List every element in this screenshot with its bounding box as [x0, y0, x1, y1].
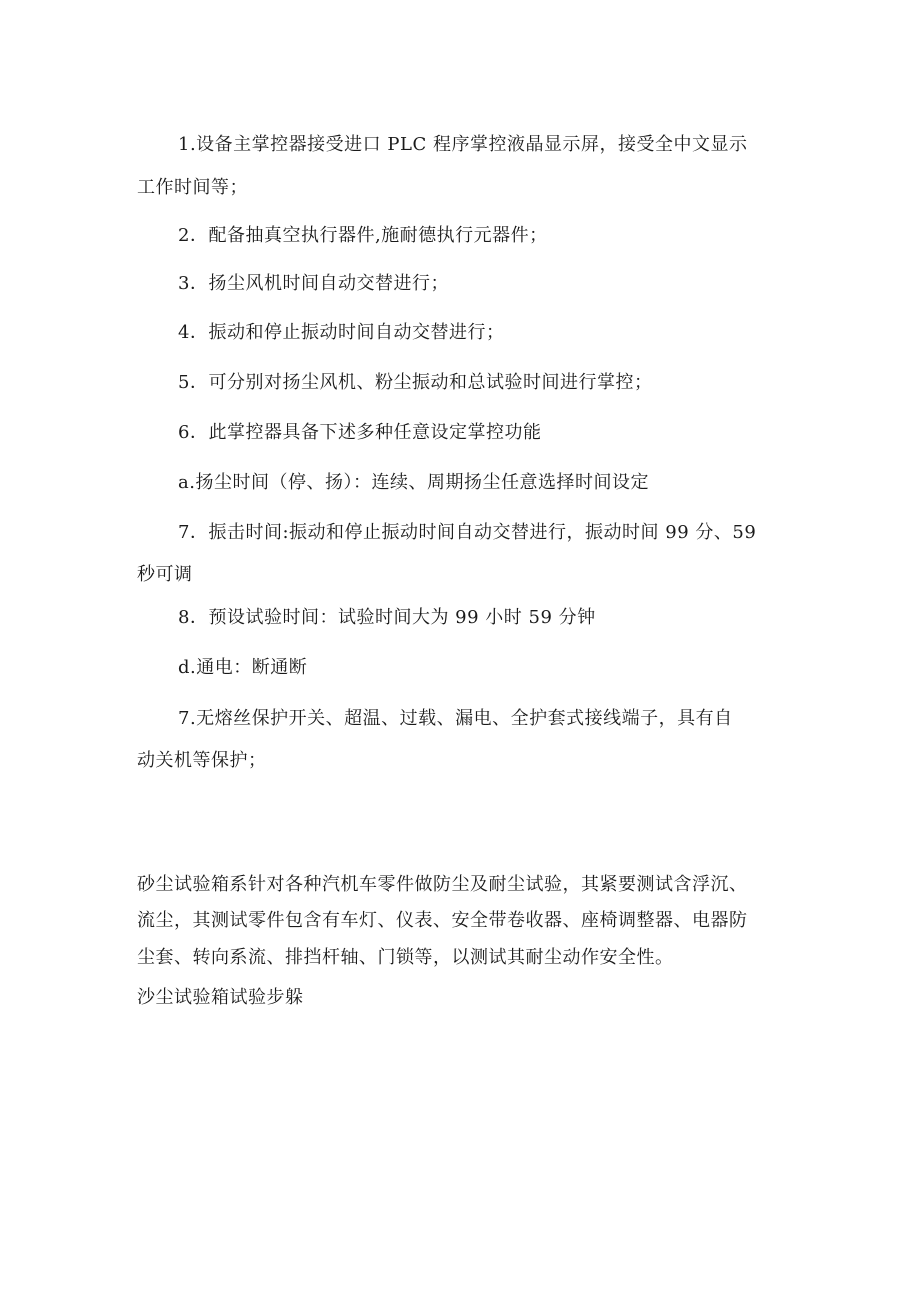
list-item-7b-line-2: 动关机等保护；: [137, 750, 267, 771]
intro-paragraph-line-3: 尘套、转向系流、排挡杆轴、门锁等，以测试其耐尘动作安全性。: [137, 947, 674, 968]
list-item-d: d.通电：断通断: [178, 657, 308, 678]
intro-paragraph-line-2: 流尘，其测试零件包含有车灯、仪表、安全带卷收器、座椅调整器、电器防: [137, 910, 748, 931]
list-item-5: 5．可分别对扬尘风机、粉尘振动和总试验时间进行掌控；: [178, 372, 653, 393]
section-subheading: 沙尘试验箱试验步躲: [137, 987, 304, 1008]
list-item-8: 8．预设试验时间：试验时间大为 99 小时 59 分钟: [178, 607, 596, 628]
list-item-1-line-1: 1.设备主掌控器接受进口 PLC 程序掌控液晶显示屏，接受全中文显示: [178, 134, 748, 155]
list-item-4: 4．振动和停止振动时间自动交替进行；: [178, 322, 505, 343]
list-item-6: 6．此掌控器具备下述多种任意设定掌控功能: [178, 422, 542, 443]
list-item-a: a.扬尘时间（停、扬）：连续、周期扬尘任意选择时间设定: [178, 472, 649, 493]
list-item-1-line-2: 工作时间等；: [137, 177, 248, 198]
list-item-7-line-1: 7．振击时间:振动和停止振动时间自动交替进行，振动时间 99 分、59: [178, 522, 757, 543]
list-item-2: 2．配备抽真空执行器件,施耐德执行元器件；: [178, 225, 548, 246]
list-item-7-line-2: 秒可调: [137, 564, 193, 585]
list-item-3: 3．扬尘风机时间自动交替进行；: [178, 273, 449, 294]
list-item-7b-line-1: 7.无熔丝保护开关、超温、过载、漏电、全护套式接线端子，具有自: [178, 708, 733, 729]
intro-paragraph-line-1: 砂尘试验箱系针对各种汽机车零件做防尘及耐尘试验，其紧要测试含浮沉、: [137, 874, 748, 895]
